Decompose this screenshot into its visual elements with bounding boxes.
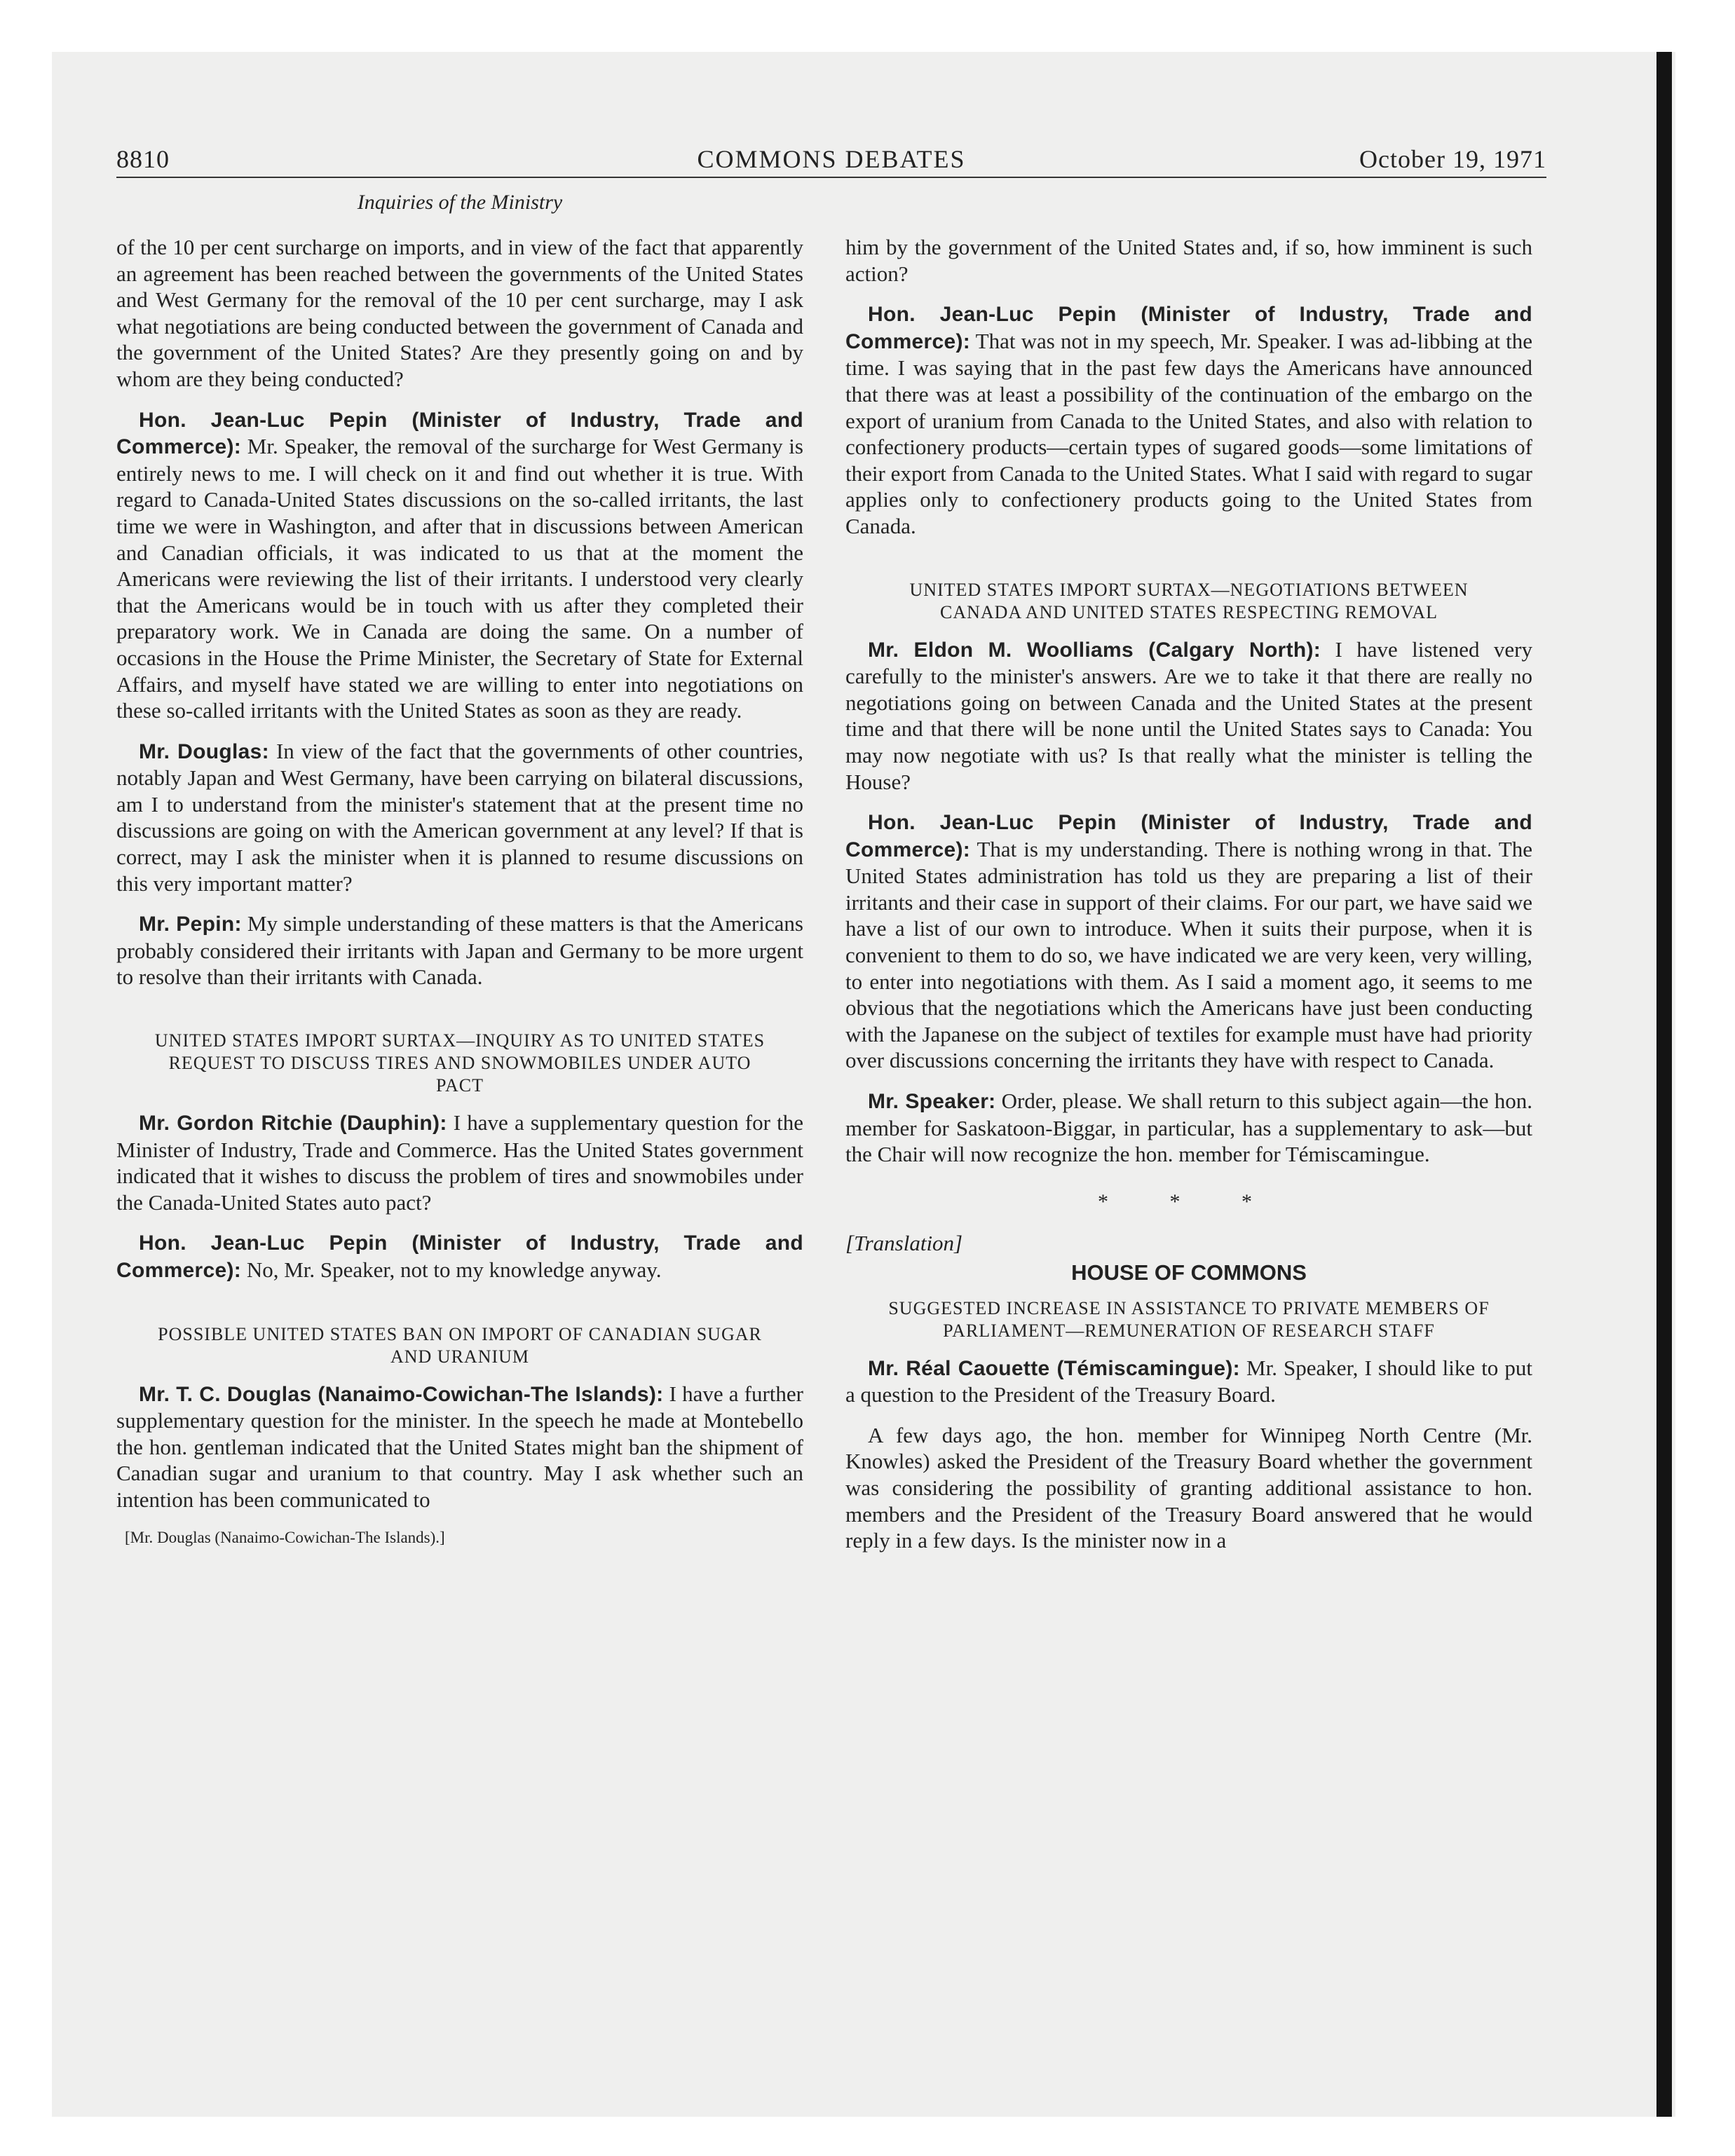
speaker-name: Hon. Jean-Luc Pepin (Minister of Industry, Trade and Commerce): [116,1231,803,1282]
speech [845,809,1532,1074]
section-separator: * * * [1098,1189,1280,1213]
page-header [116,144,1546,177]
paragraph: him by the government of the United States and, if so, how imminent is such action? [845,235,1532,286]
speech-text: My simple understanding of these matters is that the Americans probably considered their irritants with Japan and Germany to be more urgent to resolve than their irritants with Canada. [116,911,803,990]
section-heading: SUGGESTED INCREASE IN ASSISTANCE TO PRIVATE MEMBERS OF PARLIAMENT—REMUNERATION OF RESEARCH STAFF [888,1297,1490,1341]
speech [845,1355,1532,1408]
speech-text: Mr. Speaker, the removal of the surcharge for West Germany is entirely news to me. I will check on it and find out whether it is true. With regard to Canada-United States discussions on the so-called irritants, the last time we were in Washington, and after that in discussions between American and Canadian officials, it was indicated to us that at the moment the Americans were reviewing the list of their irritants. I understood very clearly that the Americans would be in touch with us after they completed their preparatory work. We in Canada are doing the same. On a number of occasions in the House the Prime Minister, the Secretary of State for External Affairs, and myself have stated we are willing to enter into negotiations on these so-called irritants with the United States as soon as they are ready. [116,434,803,723]
speech-text: Order, please. We shall return to this subject again—the hon. member for Saskatoon-Biggar, in particular, has a supplementary to ask—but the Chair will now recognize the hon. member for Témiscamingue. [845,1089,1532,1167]
speaker-name: Mr. Réal Caouette (Témiscamingue): [868,1356,1240,1380]
right-column [845,234,1532,1554]
speech-text: No, Mr. Speaker, not to my knowledge anyway. [241,1257,662,1282]
speech-text: That is my understanding. There is nothing wrong in that. The United States administration has told us they are preparing a list of their irritants and their case in support of their claims. For our part, we have said we have a list of our own to introduce. When it suits their purpose, when it is convenient to them to do so, we have indicated we are very keen, very willing, to enter into negotiations with them. As I said a moment ago, it seems to me obvious that the negotiations which the Americans have just been conducting with the Japanese on the subject of textiles for example must have had priority over discussions concerning the irritants they have with respect to Canada. [845,836,1532,1073]
speech [116,1229,803,1283]
speaker-name: Mr. Eldon M. Woolliams (Calgary North): [868,638,1321,662]
speech-text: I have a further supplementary question for the minister. In the speech he made at Montebello the hon. gentleman indicated that the United States might ban the shipment of Canadian sugar and uranium to that country. May I ask whether such an intention has been communicated to [116,1381,804,1512]
speech-text: I have listened very carefully to the minister's answers. Are we to take it that there are really no negotiations going on between Canada and the United States at the present time and that there will be none until the United States says to Canada: You may now negotiate with us? Is that really what the minister is telling the House? [845,636,1532,794]
speech-text: That was not in my speech, Mr. Speaker. I was ad-libbing at the time. I was saying that in the past few days the Americans have announced that there was at least a possibility of the continuation of the embargo on the export of uranium from Canada to the United States, and also with relation to confectionery products—certain types of sugared goods—some limitations of their export from Canada to the United States. What I said with regard to sugar applies only to confectionery products going to the United States from Canada. [845,328,1532,538]
speech-text: Mr. Speaker, I should like to put a question to the President of the Treasury Board. [845,1355,1532,1407]
hansard-page [116,144,1546,1553]
section-heading: UNITED STATES IMPORT SURTAX—NEGOTIATIONS BETWEEN CANADA AND UNITED STATES RESPECTING REMOVAL [909,579,1469,622]
paragraph: A few days ago, the hon. member for Winnipeg North Centre (Mr. Knowles) asked the President of the Treasury Board whether the government was considering the possibility of granting additional assistance to hon. members and the President of the Treasury Board answered that he would reply in a few days. Is the minister now in a [845,1422,1532,1553]
paragraph: of the 10 per cent surcharge on imports, and in view of the fact that apparently an agreement has been reached between the governments of the United States and West Germany for the removal of the 10 per cent surcharge, may I ask what negotiations are being conducted between the government of Canada and the government of the United States? Are they presently going on and by whom are they being conducted? [116,235,803,391]
speaker-name: Hon. Jean-Luc Pepin (Minister of Industry, Trade and Commerce): [116,408,803,459]
speaker-name: Mr. T. C. Douglas (Nanaimo-Cowichan-The Islands): [139,1382,664,1406]
speech-text: I have a supplementary question for the Minister of Industry, Trade and Commerce. Has the United States government indicated that it wishes to discuss the problem of tires and snowmobiles under the Canada-United States auto pact? [116,1110,803,1215]
speech [116,910,803,990]
speech [116,1381,803,1513]
speaker-name: Hon. Jean-Luc Pepin (Minister of Industry, Trade and Commerce): [845,811,1532,861]
publication-date: October 19, 1971 [1359,145,1546,173]
page-number: 8810 [116,145,170,173]
speaker-name: Mr. Speaker: [868,1090,996,1114]
speaker-name: Mr. Douglas: [139,739,269,763]
translation-marker: [Translation] [845,1231,963,1256]
speech [845,1088,1532,1168]
speaker-name: Hon. Jean-Luc Pepin (Minister of Industry, Trade and Commerce): [845,303,1532,353]
speaker-attribution: [Mr. Douglas (Nanaimo-Cowichan-The Islands).] [125,1528,445,1546]
speech [116,1110,803,1215]
speech-text: In view of the fact that the governments of other countries, notably Japan and West Germany, have been carrying on bilateral discussions, am I to understand from the minister's statement that at the present time no discussions are going on with the American government at any level? If that is correct, may I ask the minister when it is planned to resume discussions on this very important matter? [116,738,803,896]
speaker-name: Mr. Pepin: [139,913,242,936]
section-heading: UNITED STATES IMPORT SURTAX—INQUIRY AS TO UNITED STATES REQUEST TO DISCUSS TIRES AND SNOWMOBILES UNDER AUTO PACT [154,1030,766,1096]
section-heading: POSSIBLE UNITED STATES BAN ON IMPORT OF CANADIAN SUGAR AND URANIUM [158,1323,762,1367]
speech [116,738,803,897]
speech [845,636,1532,796]
header-rule [116,177,1546,178]
left-column [116,234,803,1550]
speaker-name: Mr. Gordon Ritchie (Dauphin): [139,1112,447,1135]
speech [116,407,803,724]
speech [845,301,1532,539]
house-heading: HOUSE OF COMMONS [1071,1260,1307,1285]
scan-edge-bar [1656,52,1672,2117]
publication-title: COMMONS DEBATES [697,145,966,173]
running-head: Inquiries of the Ministry [357,191,563,214]
